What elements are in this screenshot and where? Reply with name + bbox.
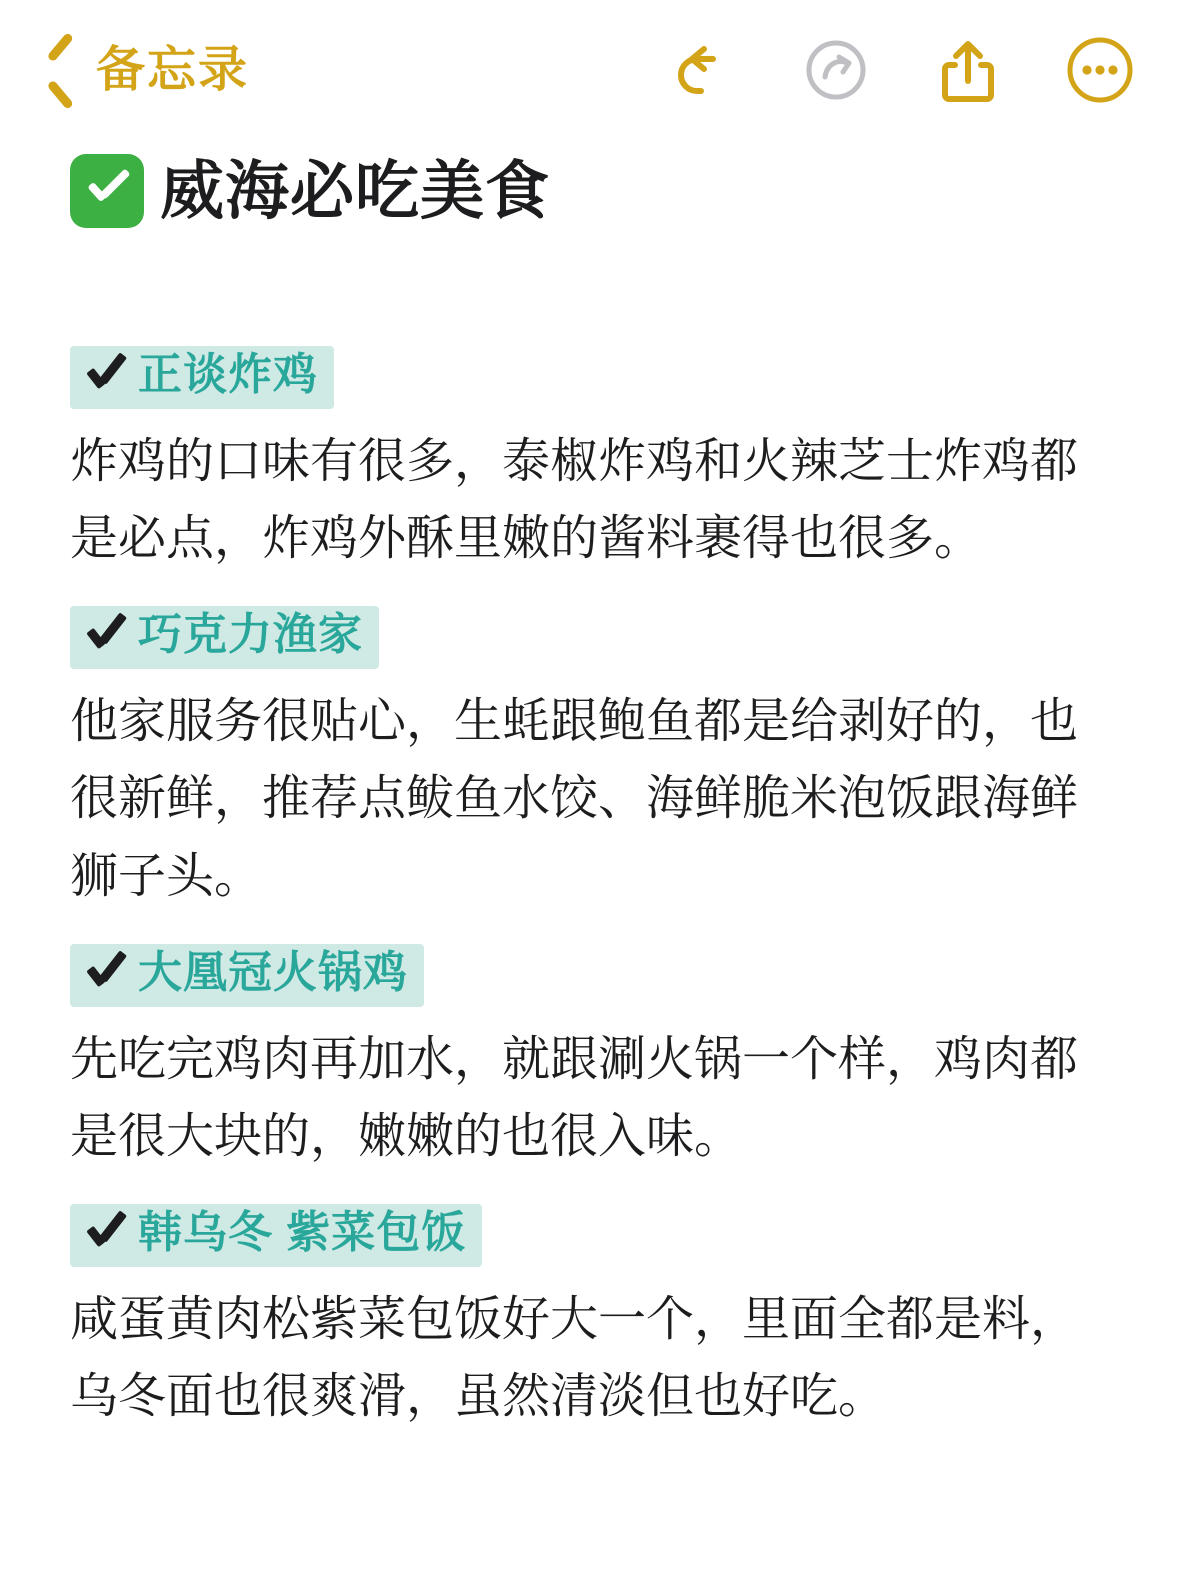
check-mark-icon [82,948,126,998]
section-title: 韩乌冬 紫菜包饭 [138,1208,467,1258]
note-section [70,944,1109,1176]
note-content[interactable] [0,154,1179,1436]
section-body: 先吃完鸡肉再加水，就跟涮火锅一个样，鸡肉都是很大块的，嫩嫩的也很入味。 [70,1032,1079,1164]
section-heading [70,606,379,669]
chevron-left-icon[interactable] [46,42,80,98]
page-title: 威海必吃美食 [160,154,550,227]
back-button[interactable] [46,42,249,98]
section-heading [70,346,334,409]
white-check-mark-emoji [70,154,144,228]
check-mark-icon [82,1208,126,1258]
note-title-row [70,154,1109,228]
section-heading [70,944,424,1007]
toolbar-actions [667,0,1137,140]
share-icon[interactable] [931,33,1005,107]
undo-icon[interactable] [667,33,741,107]
more-ellipsis-icon[interactable] [1063,33,1137,107]
top-navigation-bar [0,0,1179,140]
section-title: 正谈炸鸡 [138,350,318,399]
note-sections [70,346,1109,1436]
note-section [70,1204,1109,1436]
note-section [70,606,1109,916]
section-body: 咸蛋黄肉松紫菜包饭好大一个，里面全都是料，乌冬面也很爽滑，虽然清淡但也好吃。 [70,1292,1079,1424]
section-title: 大凰冠火锅鸡 [138,947,408,997]
check-mark-icon [82,610,126,660]
redo-icon [799,33,873,107]
note-section [70,346,1109,578]
check-mark-icon [82,350,126,400]
section-title: 巧克力渔家 [138,610,363,660]
back-button-label: 备忘录 [96,42,250,97]
section-heading [70,1204,482,1267]
section-body: 炸鸡的口味有很多，泰椒炸鸡和火辣芝士炸鸡都是必点，炸鸡外酥里嫩的酱料裹得也很多。 [70,434,1079,566]
section-body: 他家服务很贴心，生蚝跟鲍鱼都是给剥好的，也很新鲜，推荐点鲅鱼水饺、海鲜脆米泡饭跟海鲜狮子头。 [70,694,1079,904]
